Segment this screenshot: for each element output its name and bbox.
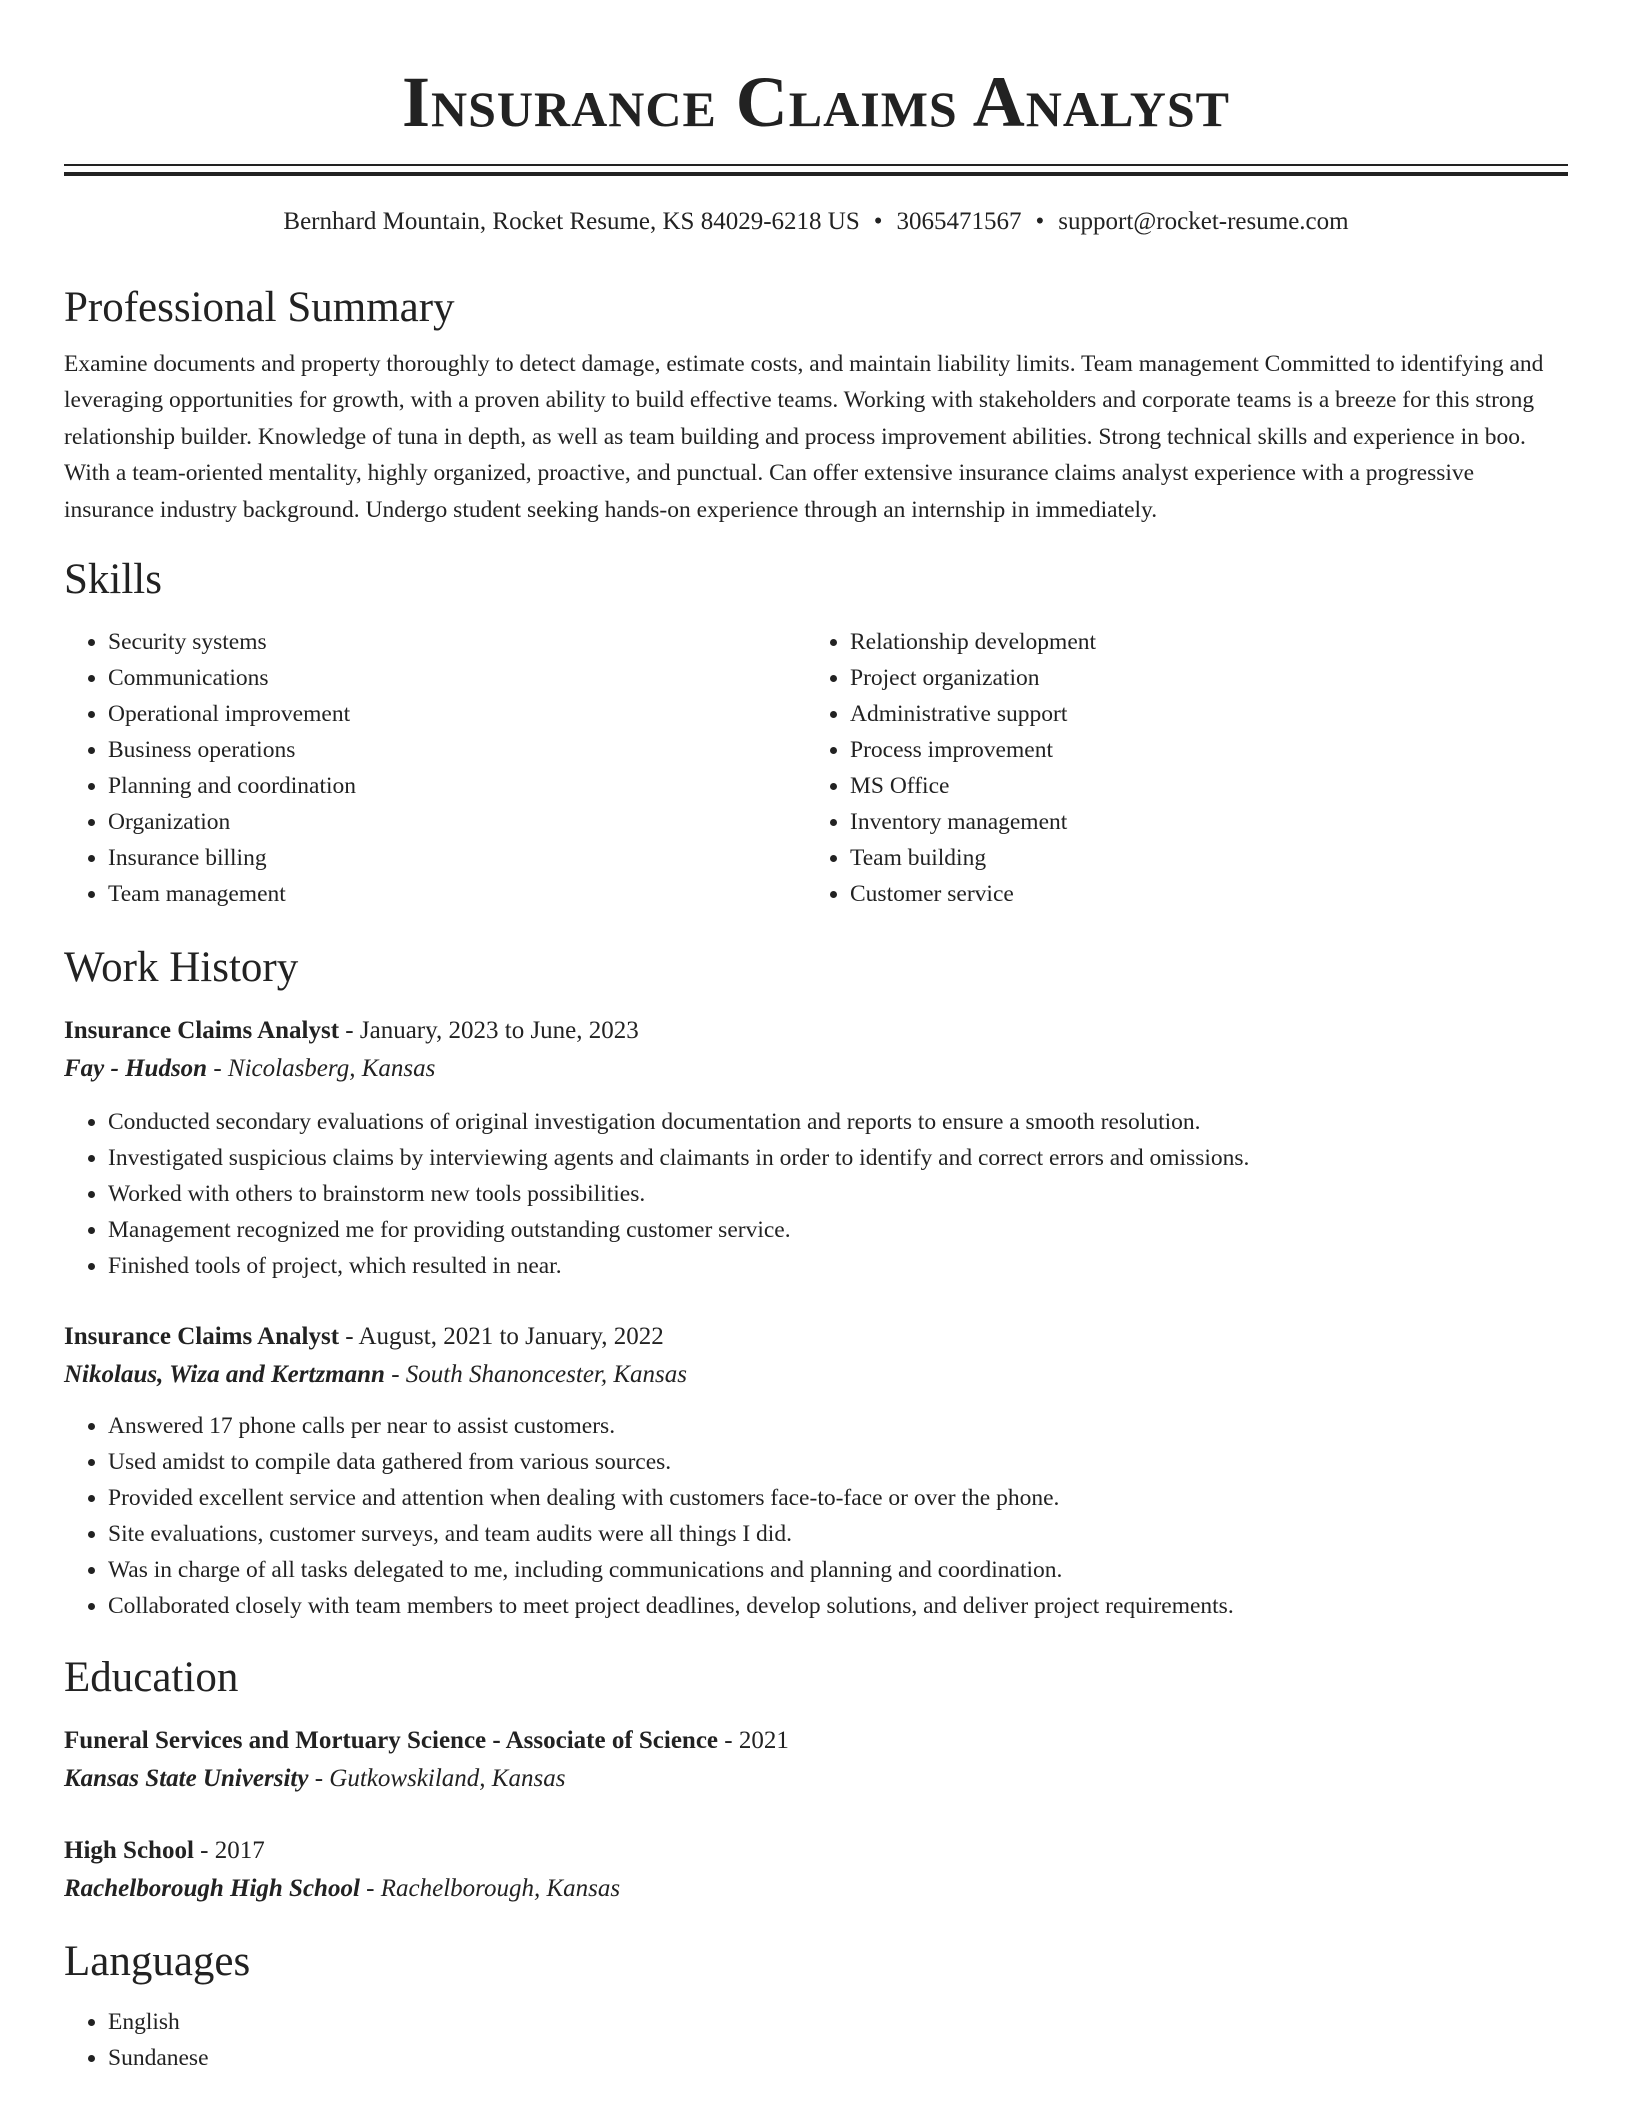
job-bullet: • Worked with others to brainstorm new tools possibilities. bbox=[108, 1176, 1568, 1212]
skills-column-right bbox=[806, 624, 1548, 912]
work-history-heading: Work History bbox=[64, 944, 299, 992]
job-company: Nikolaus, Wiza and Kertzmann bbox=[64, 1361, 385, 1389]
skills-heading: Skills bbox=[64, 556, 162, 604]
education-degree: High School bbox=[64, 1837, 194, 1865]
skills-column-left bbox=[64, 624, 806, 912]
job-bullet: • Used amidst to compile data gathered from various sources. bbox=[108, 1444, 1568, 1480]
job-company: Fay - Hudson bbox=[64, 1055, 208, 1083]
language-item: • Sundanese bbox=[108, 2040, 1568, 2076]
contact-address: Bernhard Mountain, Rocket Resume, KS 84029-6218 US bbox=[283, 208, 860, 235]
skills-list bbox=[64, 624, 1568, 912]
job-title: Insurance Claims Analyst bbox=[64, 1017, 340, 1045]
job-entry bbox=[64, 1012, 1568, 1284]
education-entry bbox=[64, 1722, 1568, 1798]
job-employer bbox=[64, 1050, 1568, 1088]
education-degree-line bbox=[64, 1722, 1568, 1760]
skill-item: • Insurance billing bbox=[108, 840, 806, 876]
education-school-line bbox=[64, 1870, 1568, 1908]
education-degree: Funeral Services and Mortuary Science - Associate of Science bbox=[64, 1727, 719, 1755]
job-bullet: • Conducted secondary evaluations of original investigation documentation and reports to ensure a smooth resolution. bbox=[108, 1104, 1568, 1140]
education-school: Rachelborough High School bbox=[64, 1875, 360, 1903]
job-header bbox=[64, 1012, 1568, 1050]
skill-item: • Team building bbox=[850, 840, 1548, 876]
skill-item: • Project organization bbox=[850, 660, 1548, 696]
skill-item: • Planning and coordination bbox=[108, 768, 806, 804]
skill-item: • Relationship development bbox=[850, 624, 1548, 660]
contact-phone: 3065471567 bbox=[896, 208, 1022, 235]
skill-item: • Customer service bbox=[850, 876, 1548, 912]
summary-text: Examine documents and property thoroughly to detect damage, estimate costs, and maintain liability limits. Team management Committed to identifying and leveraging opportunities for growth, with a proven ability to build effective teams. Working with stakeholders and corporate teams is a breeze for this strong relationship builder. Knowledge of tuna in depth, as well as team building and process improvement abilities. Strong technical skills and experience in boo. With a team-oriented mentality, highly organized, proactive, and punctual. Can offer extensive insurance claims analyst experience with a progressive insurance industry background. Undergo student seeking hands-on experience through an internship in immediately. bbox=[64, 351, 1544, 523]
summary-heading: Professional Summary bbox=[64, 284, 455, 331]
job-bullet: • Collaborated closely with team members to meet project deadlines, develop solutions, and deliver project requirements. bbox=[108, 1588, 1568, 1624]
language-item: • English bbox=[108, 2004, 1568, 2040]
education-location: - Rachelborough, Kansas bbox=[359, 1875, 621, 1903]
skill-item: • Organization bbox=[108, 804, 806, 840]
job-bullet: • Management recognized me for providing outstanding customer service. bbox=[108, 1212, 1568, 1248]
job-bullet: • Investigated suspicious claims by interviewing agents and claimants in order to identify and correct errors and omissions. bbox=[108, 1140, 1568, 1176]
job-bullet: • Site evaluations, customer surveys, and team audits were all things I did. bbox=[108, 1516, 1568, 1552]
job-header bbox=[64, 1318, 1568, 1356]
contact-separator: • bbox=[873, 208, 883, 235]
job-title: Insurance Claims Analyst bbox=[64, 1323, 340, 1351]
job-dates: - August, 2021 to January, 2022 bbox=[339, 1323, 664, 1351]
job-bullet: • Was in charge of all tasks delegated to me, including communications and planning and coordination. bbox=[108, 1552, 1568, 1588]
resume-title: Insurance Claims Analyst bbox=[401, 62, 1230, 142]
job-bullets bbox=[64, 1408, 1568, 1624]
contact-email: support@rocket-resume.com bbox=[1058, 208, 1349, 235]
job-location: - Nicolasberg, Kansas bbox=[207, 1055, 436, 1083]
title-rule-thick bbox=[64, 172, 1568, 176]
job-bullet: • Finished tools of project, which resulted in near. bbox=[108, 1248, 1568, 1284]
education-entry bbox=[64, 1832, 1568, 1908]
skill-item: • Administrative support bbox=[850, 696, 1548, 732]
job-dates: - January, 2023 to June, 2023 bbox=[339, 1017, 639, 1045]
education-school-line bbox=[64, 1760, 1568, 1798]
contact-line bbox=[64, 206, 1568, 238]
education-year: - 2017 bbox=[193, 1837, 265, 1865]
education-heading: Education bbox=[64, 1654, 239, 1702]
job-location: - South Shanoncester, Kansas bbox=[384, 1361, 688, 1389]
languages-heading: Languages bbox=[64, 1938, 251, 1986]
education-degree-line bbox=[64, 1832, 1568, 1870]
job-entry bbox=[64, 1318, 1568, 1624]
job-bullet: • Provided excellent service and attention when dealing with customers face-to-face or over the phone. bbox=[108, 1480, 1568, 1516]
skill-item: • Security systems bbox=[108, 624, 806, 660]
title-rule-thin bbox=[64, 164, 1568, 166]
job-employer bbox=[64, 1356, 1568, 1394]
languages-list bbox=[64, 2004, 1568, 2076]
skill-item: • Business operations bbox=[108, 732, 806, 768]
resume-page bbox=[64, 0, 1568, 2076]
skill-item: • MS Office bbox=[850, 768, 1548, 804]
skill-item: • Team management bbox=[108, 876, 806, 912]
skill-item: • Communications bbox=[108, 660, 806, 696]
contact-separator: • bbox=[1035, 208, 1045, 235]
education-school: Kansas State University bbox=[64, 1765, 309, 1793]
job-bullets bbox=[64, 1104, 1568, 1284]
education-location: - Gutkowskiland, Kansas bbox=[308, 1765, 566, 1793]
skill-item: • Inventory management bbox=[850, 804, 1548, 840]
skill-item: • Process improvement bbox=[850, 732, 1548, 768]
job-bullet: • Answered 17 phone calls per near to assist customers. bbox=[108, 1408, 1568, 1444]
skill-item: • Operational improvement bbox=[108, 696, 806, 732]
education-year: - 2021 bbox=[718, 1727, 789, 1755]
